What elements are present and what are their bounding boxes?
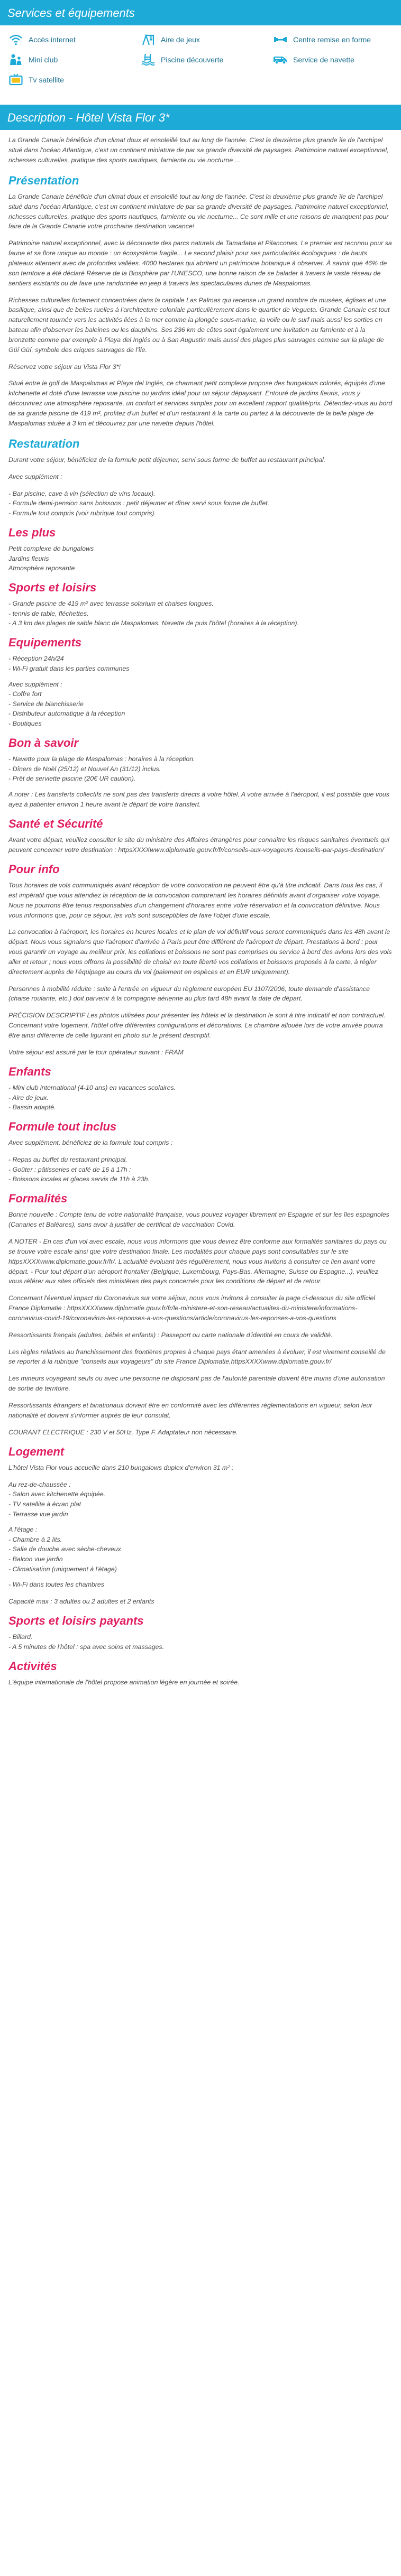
dumbbell-icon <box>273 32 288 47</box>
tv-icon <box>8 72 23 87</box>
logement-floor-label: A l'étage : <box>8 1526 38 1534</box>
description-body <box>0 130 401 1705</box>
formalites-paragraph: Bonne nouvelle : Compte tenu de votre nationalité française, vous pouvez voyager librement en Espagne et sur les îles espagnoles (Canaries et Baléares), sans avoir à justifier de certificat de vaccination Covid. <box>8 1211 389 1229</box>
equipements-supplement-list <box>8 680 393 729</box>
list-item: - TV satellite à écran plat <box>8 1500 81 1508</box>
list-item: Jardins fleuris <box>8 554 49 562</box>
list-item: - Distributeur automatique à la réception <box>8 710 125 718</box>
list-item: - Boissons locales et glaces servis de 11h à 23h. <box>8 1175 150 1183</box>
service-label: Mini club <box>29 55 58 64</box>
sports-list <box>8 599 393 628</box>
bon-a-savoir-note: A noter : Les transferts collectifs ne sont pas des transferts directs à votre hôtel. A votre arrivée à l'aéroport, il est possible que vous ayez à patienter environ 1 heure avant le départ de votre transfert. <box>8 790 389 808</box>
restauration-supplement-list <box>8 489 393 518</box>
section-title-plus: Les plus <box>8 525 56 539</box>
description-banner: Description - Hôtel Vista Flor 3* <box>0 105 401 130</box>
info-paragraph: PRÉCISION DESCRIPTIF Les photos utilisées pour présenter les hôtels et la destination le sont à titre indicatif et non contractuel. Concernant votre logement, l'hôtel offre différentes configurations et décorations. La chambre allouée lors de votre arrivée pourra être ainsi différente de celle figurant en photo sur le présent descriptif. <box>8 1012 386 1039</box>
list-item: - Formule demi-pension sans boissons : petit déjeuner et dîner servi sous forme de buffet. <box>8 499 270 507</box>
formule-intro: Avec supplément, bénéficiez de la formule tout compris : <box>8 1139 173 1147</box>
service-item-fitness <box>273 32 393 48</box>
formalites-paragraph: COURANT ELECTRIQUE : 230 V et 50Hz. Type F. Adaptateur non nécessaire. <box>8 1428 238 1436</box>
service-item-shuttle <box>273 52 393 68</box>
service-label: Tv satellite <box>29 76 64 84</box>
list-item: - Grande piscine de 419 m² avec terrasse solarium et chaises longues. <box>8 600 214 608</box>
section-title-formalites: Formalités <box>8 1191 68 1205</box>
pool-icon <box>141 52 156 67</box>
section-title-sante: Santé et Sécurité <box>8 817 103 830</box>
sports-payants-list <box>8 1632 393 1652</box>
list-item: - Repas au buffet du restaurant principal. <box>8 1156 127 1164</box>
logement-intro: L'hôtel Vista Flor vous accueille dans 210 bungalows duplex d'environ 31 m² : <box>8 1463 234 1471</box>
section-title-activites: Activités <box>8 1659 57 1673</box>
section-title-formule: Formule tout inclus <box>8 1119 117 1133</box>
list-item: - Bassin adapté. <box>8 1104 56 1111</box>
equipements-list <box>8 654 393 673</box>
list-item: - Salle de douche avec sèche-cheveux <box>8 1545 121 1553</box>
service-item-mini-club <box>8 52 141 68</box>
formalites-paragraph: A NOTER - En cas d'un vol avec escale, nous vous informons que vous devrez être conforme aux formalités sanitaires du pays ou se trouve votre escale ainsi que votre destination finale. Les modalités pour chaque pays sont consultables sur le site httpsXXXXwww.diplomatie.gouv.fr/fr/. L'actualité évoluant très régulièrement, nous vous invitons à consulter ce lien avant votre départ. - Pour tout départ d'un aéroport frontalier (Belgique, Luxembourg, Pays-Bas, Allemagne, Suisse ou Espagne...), veuillez vous référer aux sites officiels des ministères des pays concernés pour les conditions de départ et de retour. <box>8 1238 387 1285</box>
formalites-paragraph: Les règles relatives au franchissement des frontières propres à chaque pays étant amenées à évoluer, il est vivement conseillé de se reporter à la rubrique "conseils aux voyageurs" du site France Diplomatie,httpsXXXXwww.diplomatie.gouv.fr/ <box>8 1348 386 1366</box>
service-label: Piscine découverte <box>161 55 224 64</box>
bon-a-savoir-list <box>8 754 393 784</box>
service-item-internet <box>8 32 141 48</box>
section-title-presentation: Présentation <box>8 173 79 187</box>
presentation-paragraph: Réservez votre séjour au Vista Flor 3*! <box>8 363 121 370</box>
list-item: - Formule tout compris (voir rubrique tout compris). <box>8 509 156 517</box>
service-label: Centre remise en forme <box>293 35 371 44</box>
enfants-list <box>8 1083 393 1113</box>
equipements-supplement-label: Avec supplément : <box>8 680 62 688</box>
section-title-sports: Sports et loisirs <box>8 580 97 594</box>
list-item: - Goûter : pâtisseries et café de 16 à 17h : <box>8 1165 131 1173</box>
section-title-info: Pour info <box>8 862 60 876</box>
kids-club-icon <box>8 52 23 67</box>
service-label: Service de navette <box>293 55 354 64</box>
list-item: - Chambre à 2 lits. <box>8 1535 62 1543</box>
info-paragraph: La convocation à l'aéroport, les horaires en heures locales et le plan de vol définitif vous seront communiqués dans les 48h avant le départ. Nous vous signalons que l'aéroport d'arrivée à Paris peut être différent de l'aéroport de départ. Prestations à bord : pour vous garantir un voyage au meilleur prix, les collations et boissons ne sont pas comprises ou service à bord des avions lors des vols aller et retour ; nous vous offrons la possibilité de choisir en toute liberté vos collations et boissons proposés à la carte, à régler directement auprès de l'équipage au cours du vol (paiement en espèces et en EUR uniquement). <box>8 928 392 976</box>
playground-icon <box>141 32 156 47</box>
list-item: - Dîners de Noël (25/12) et Nouvel An (31/12) inclus. <box>8 765 161 773</box>
sante-text: Avant votre départ, veuillez consulter le site du ministère des Affaires étrangères pour connaître les risques sanitaires éventuels qui peuvent concerner votre destination : httpsXXXXwww.diplomatie.gouv.fr/fr/conseils-aux-voyageurs /conseils-par-pays-destination/ <box>8 836 389 854</box>
service-label: Aire de jeux <box>161 35 200 44</box>
services-grid <box>8 32 393 88</box>
section-title-sports-payants: Sports et loisirs payants <box>8 1614 144 1627</box>
list-item: - Salon avec kitchenette équipée. <box>8 1490 106 1498</box>
formalites-paragraph: Ressortissants français (adultes, bébés et enfants) : Passeport ou carte nationale d'identité en cours de validité. <box>8 1331 333 1339</box>
formalites-paragraph: Ressortissants étrangers et binationaux doivent être en conformité avec les différentes réglementations en vigueur, selon leur nationalité et doivent s'informer auprès de leur consulat. <box>8 1402 372 1419</box>
presentation-paragraph: La Grande Canarie bénéficie d'un climat doux et ensoleillé tout au long de l'année. C'est la deuxième plus grande île de l'archipel situé dans l'océan Atlantique, c'est un continent miniature de par sa grande diversité de paysages. Patrimoine naturel exceptionnel, richesses culturelles, pratique des sports nautiques, farniente ou vie nocturne... Ce sont mille et une raisons de manquent pas pour faire de la Grande Canarie votre prochaine destination vacance! <box>8 192 389 230</box>
list-item: - Service de blanchisserie <box>8 700 84 708</box>
intro-text: La Grande Canarie bénéficie d'un climat doux et ensoleillé tout au long de l'année. C'est la deuxième plus grande île de l'archipel situé dans l'océan Atlantique, c'est un continent miniature de par sa grande diversité de paysages. Patrimoine naturel exceptionnel, richesses culturelles, pratique des sports nautiques, farniente ou vie nocturne ... <box>8 136 389 164</box>
list-item: - Prêt de serviette piscine (20€ UR caution). <box>8 775 136 783</box>
list-item: Petit complexe de bungalows <box>8 544 94 552</box>
section-title-equipements: Equipements <box>8 635 82 649</box>
wifi-icon <box>8 32 23 47</box>
list-item: - Wi-Fi gratuit dans les parties communes <box>8 664 130 672</box>
list-item: - tennis de table, fléchettes. <box>8 609 89 617</box>
presentation-paragraph: Richesses culturelles fortement concentrées dans la capitale Las Palmas qui recense un grand nombre de musées, églises et une basilique, ainsi que de belles ruelles à l'architecture coloniale particulièrement dans le quartier de Vegueta. Grande Canarie est tout naturellement tournée vers les activités liées à la mer comme la plongée sous-marine, la voile ou le surf mais aussi les sorties en bateau afin d'observer les baleines ou les dauphins. Ses 236 km de côtes sont également une invitation au farniente et à la bronzette comme par exemple à Playa del Inglés ou à San Augustin mais aussi des plages plus sauvages comme sur la plage de Güí Güí, symbole des criques sauvages de l'île. <box>8 296 390 354</box>
list-item: - Navette pour la plage de Maspalomas : horaires à la réception. <box>8 755 195 763</box>
list-item: - Mini club international (4-10 ans) en vacances scolaires. <box>8 1084 176 1092</box>
restauration-text: Durant votre séjour, bénéficiez de la formule petit déjeuner, servi sous forme de buffet au restaurant principal. <box>8 456 326 464</box>
formalites-paragraph: Concernant l'éventuel impact du Coronavirus sur votre séjour, nous vous invitons à consulter la page ci-dessous du site officiel France Diplomatie : httpsXXXXwww.diplomatie.gouv.fr/fr/le-ministere-et-son-reseau/actualites-du-ministere/informations-coronavirus-covid-19/coronavirus-les-reponses-a-vos-questions/article/coronavirus-les-reponses-a-vos-questions <box>8 1294 376 1322</box>
shuttle-icon <box>273 52 288 67</box>
list-item: - Billard. <box>8 1633 33 1641</box>
list-item: - Aire de jeux. <box>8 1094 49 1101</box>
activites-text: L'équipe internationale de l'hôtel propose animation légère en journée et soirée. <box>8 1678 240 1686</box>
list-item: - Coffre fort <box>8 690 42 698</box>
logement-ground-list <box>8 1480 393 1519</box>
info-paragraph: Tous horaires de vols communiqués avant réception de votre convocation ne peuvent être qu'à titre indicatif. Dans tous les cas, il est impératif que vous attendiez la réception de la convocation comprenant les horaires définitifs avant d'organiser votre voyage. Nous ne pourrons être tenus responsables d'un changement d'horaires entre votre réservation et la convocation définitive. Nous vous informons que, pour ce séjour, les vols sont susceptibles de faire l'objet d'une escale. <box>8 882 382 919</box>
list-item: Atmosphère reposante <box>8 564 75 572</box>
logement-floor-list <box>8 1525 393 1574</box>
service-label: Accès internet <box>29 35 76 44</box>
presentation-paragraph: Patrimoine naturel exceptionnel, avec la découverte des parcs naturels de Tamadaba et Pilancones. Le premier est reconnu pour sa faune et sa flore unique au monde : un écosystème fragile... Le second plaisir pour ses particularités écologiques : de hauts plateaux alternent avec de profondes vallées. 4000 hectares qui abritent un patrimoine botanique à observer. À savoir que 46% de son territoire a été déclaré Réserve de la Biosphère par l'UNESCO, une bonne raison de se balader à travers le vaste réseau de sentiers existants ou de faire une randonnée en jeep à travers les spectaculaires dunes de Maspalomas. <box>8 239 392 287</box>
formalites-paragraph: Les mineurs voyageant seuls ou avec une personne ne disposant pas de l'autorité parentale doivent être munis d'une autorisation de sortie de territoire. <box>8 1375 385 1393</box>
service-item-tv <box>8 72 141 88</box>
list-item: - Réception 24h/24 <box>8 655 64 663</box>
list-item: - A 5 minutes de l'hôtel : spa avec soins et massages. <box>8 1643 165 1651</box>
list-item: - Boutiques <box>8 720 42 728</box>
restauration-supplement-label: Avec supplément : <box>8 472 62 480</box>
list-item: - Terrasse vue jardin <box>8 1510 68 1518</box>
section-title-enfants: Enfants <box>8 1064 51 1078</box>
info-paragraph: Votre séjour est assuré par le tour opérateur suivant : FRAM <box>8 1048 184 1056</box>
list-item: - Bar piscine, cave à vin (sélection de vins locaux). <box>8 489 156 497</box>
logement-capacity: Capacité max : 3 adultes ou 2 adultes et 2 enfants <box>8 1598 154 1606</box>
section-title-logement: Logement <box>8 1444 65 1458</box>
logement-wifi: - Wi-Fi dans toutes les chambres <box>8 1581 104 1589</box>
section-title-restauration: Restauration <box>8 437 80 450</box>
list-item: - Climatisation (uniquement à l'étage) <box>8 1565 117 1573</box>
section-title-bon-a-savoir: Bon à savoir <box>8 736 79 749</box>
formule-list <box>8 1155 393 1184</box>
plus-list <box>8 544 393 573</box>
service-item-playground <box>141 32 273 48</box>
services-banner: Services et équipements <box>0 0 401 25</box>
presentation-paragraph: Situé entre le golf de Maspalomas et Playa del Inglés, ce charmant petit complexe propose des bungalows colorés, équipés d'une kitchenette et doté d'une terrasse vue piscine ou jardins idéal pour un séjour dépaysant. Entouré de jardins fleuris, vous y découvrirez une atmosphère reposante, un confort et services simples pour un excellent rapport qualité/prix. Détendez-vous au bord de sa grande piscine de 419 m², profitez d'un buffet et d'un restaurant à la carte ou partez à la découverte de la belle plage de Maspalomas située à 3 km et découvrez par une navette depuis l'hôtel. <box>8 379 393 427</box>
list-item: - A 3 km des plages de sable blanc de Maspalomas. Navette de puis l'hôtel (horaires à la réception). <box>8 619 299 627</box>
services-section <box>0 25 401 92</box>
service-item-pool <box>141 52 273 68</box>
logement-ground-label: Au rez-de-chaussée : <box>8 1480 71 1488</box>
list-item: - Balcon vue jardin <box>8 1555 63 1563</box>
info-paragraph: Personnes à mobilité réduite : suite à l'entrée en vigueur du règlement européen EU 1107/2006, toute demande d'assistance (chaise roulante, etc.) doit parvenir à la compagnie aérienne au plus tard 48h avant la date de départ. <box>8 985 370 1003</box>
